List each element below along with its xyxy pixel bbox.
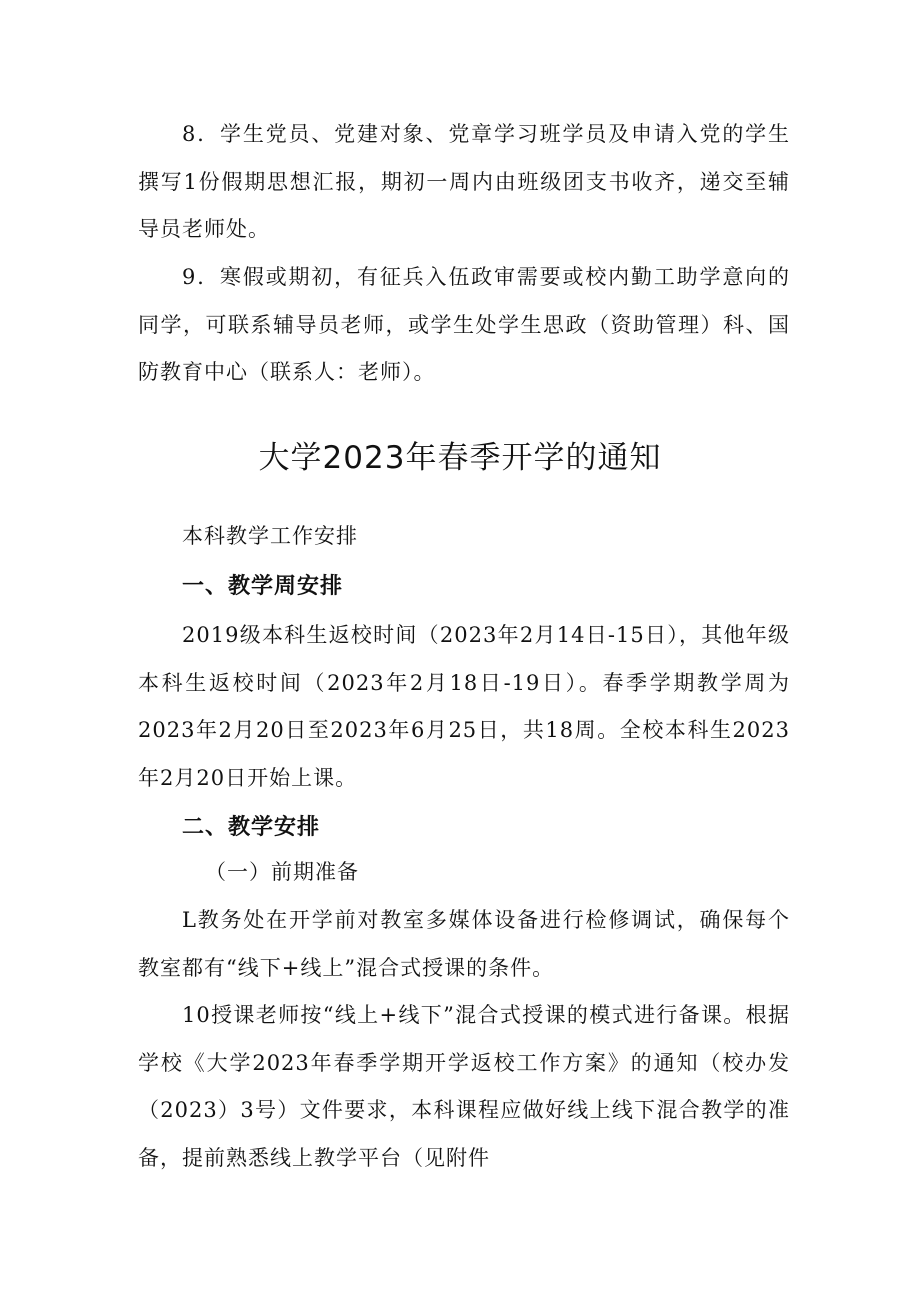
item-9-paragraph: 9．寒假或期初，有征兵入伍政审需要或校内勤工助学意向的同学，可联系辅导员老师，或学生处学生思政（资助管理）科、国防教育中心（联系人：老师）。 xyxy=(138,265,790,384)
teaching-weeks-paragraph: 2019级本科生返校时间（2023年2月14日-15日），其他年级本科生返校时间（2023年2月18日-19日）。春季学期教学周为2023年2月20日至2023年6月25日，共18周。全校本科生2023年2月20日开始上课。 xyxy=(138,623,790,790)
section-subtitle: 本科教学工作安排 xyxy=(182,524,358,548)
item-l-paragraph: L教务处在开学前对教室多媒体设备进行检修调试，确保每个教室都有“线下+线上”混合式授课的条件。 xyxy=(138,908,790,980)
subheading-preparation: （一）前期准备 xyxy=(205,860,359,884)
heading-teaching-weeks: 一、教学周安排 xyxy=(182,574,344,599)
item-10-paragraph: 10授课老师按“线上+线下”混合式授课的模式进行备课。根据学校《大学2023年春季学期开学返校工作方案》的通知（校办发（2023）3号）文件要求，本科课程应做好线上线下混合教学的准备，提前熟悉线上教学平台（见附件 xyxy=(138,1003,790,1170)
heading-teaching-arrangement: 二、教学安排 xyxy=(182,815,321,840)
document-title: 大学2023年春季开学的通知 xyxy=(258,440,662,476)
item-8-paragraph: 8．学生党员、党建对象、党章学习班学员及申请入党的学生撰写1份假期思想汇报，期初一周内由班级团支书收齐，递交至辅导员老师处。 xyxy=(138,122,790,241)
